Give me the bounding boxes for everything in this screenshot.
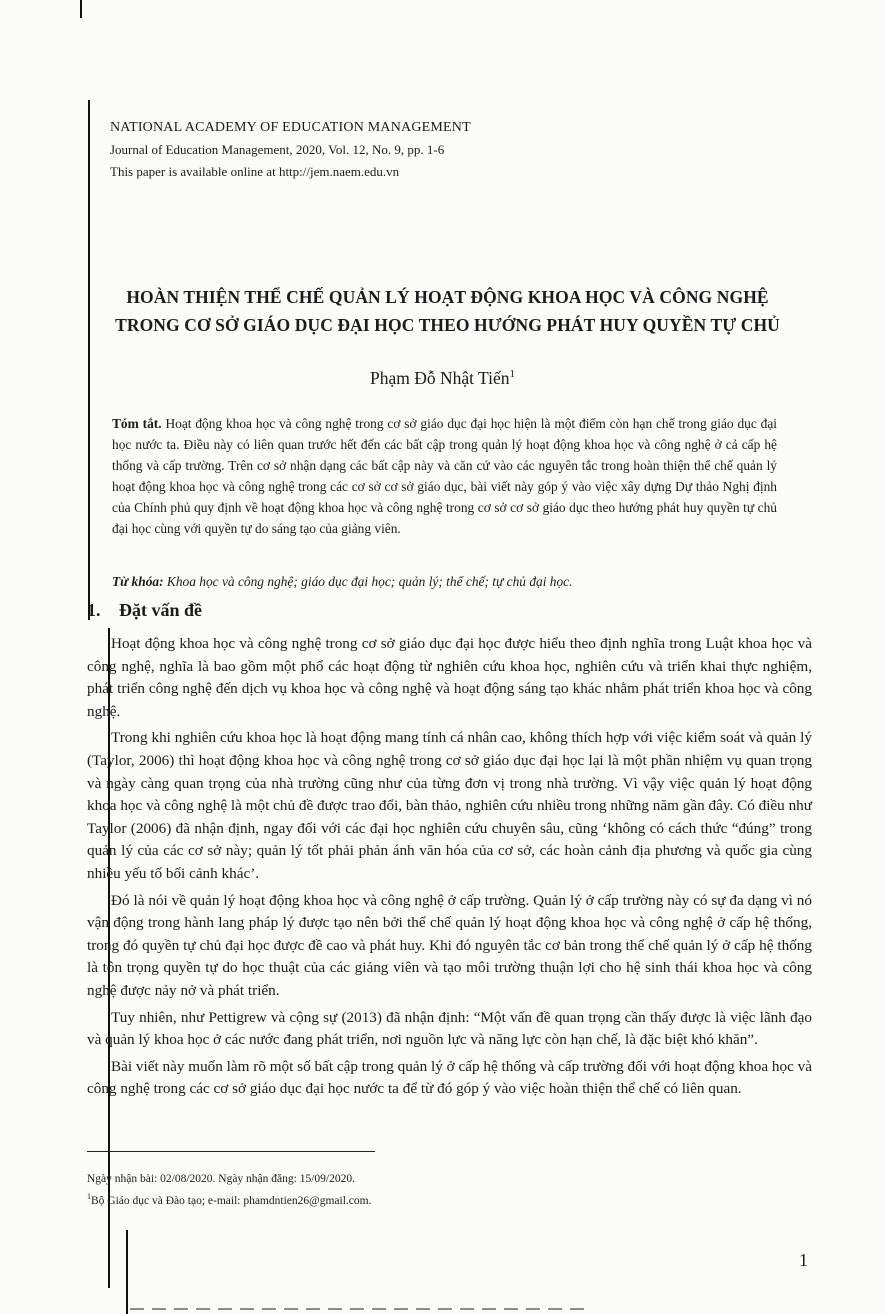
page-number: 1 — [799, 1250, 808, 1270]
paragraph: Hoạt động khoa học và công nghệ trong cơ sở giáo dục đại học được hiểu theo định nghĩa trong Luật khoa học và công nghệ, nghĩa là bao gồm một phổ các hoạt động từ nghiên cứu khoa học, nghiên cứu và triển khai thực nghiệm, phát triển công nghệ đến dịch vụ khoa học và công nghệ và hoạt động sáng tạo khác nhằm phát triển khoa học và công nghệ. — [87, 635, 812, 720]
scan-bottom-strip — [130, 1308, 590, 1310]
scan-edge-line — [88, 100, 90, 620]
title-line-1: HOÀN THIỆN THỂ CHẾ QUẢN LÝ HOẠT ĐỘNG KHOA HỌC VÀ CÔNG NGHỆ — [126, 287, 769, 307]
abstract-label: Tóm tắt. — [112, 416, 162, 431]
scan-edge-line — [80, 0, 82, 18]
journal-header — [110, 117, 471, 183]
body-text — [87, 633, 812, 1105]
online-availability: This paper is available online at http://jem.naem.edu.vn — [110, 164, 400, 179]
author — [0, 368, 885, 389]
scan-edge-line — [126, 1230, 128, 1314]
abstract — [112, 413, 777, 539]
journal-citation: Journal of Education Management, 2020, Vol. 12, No. 9, pp. 1-6 — [110, 142, 445, 157]
paragraph: Tuy nhiên, như Pettigrew và cộng sự (2013) đã nhận định: “Một vấn đề quan trọng cần thấy được là việc lãnh đạo và quản lý khoa học ở các nước đang phát triển, nơi nguồn lực và năng lực còn hạn chế, là đặc biệt khó khăn”. — [87, 1008, 812, 1049]
keywords — [112, 574, 777, 590]
paragraph: Bài viết này muốn làm rõ một số bất cập trong quản lý ở cấp hệ thống và cấp trường đối với hoạt động khoa học và công nghệ trong các cơ sở giáo dục đại học nước ta để từ đó góp ý vào việc hoàn thiện thể chế có liên quan. — [87, 1057, 812, 1098]
footnote-affiliation: Bộ Giáo dục và Đào tạo; e-mail: phamdntien26@gmail.com. — [91, 1194, 372, 1207]
footnote-rule — [87, 1151, 375, 1152]
keywords-text: Khoa học và công nghệ; giáo dục đại học; quản lý; thể chế; tự chủ đại học. — [166, 574, 573, 589]
section-title: Đặt vấn đề — [119, 600, 203, 620]
footnote-dates: Ngày nhận bài: 02/08/2020. Ngày nhận đăng: 15/09/2020. — [87, 1173, 355, 1185]
abstract-text: Hoạt động khoa học và công nghệ trong cơ sở giáo dục đại học hiện là một điểm còn hạn chế trong giáo dục đại học nước ta. Điều này có liên quan trước hết đến các bất cập trong quản lý hoạt động khoa học và công nghệ ở cả cấp hệ thống và cấp trường. Trên cơ sở nhận dạng các bất cập này và căn cứ vào các nguyên tắc trong hoàn thiện thể chế quản lý hoạt động khoa học và công nghệ trong các cơ sở cơ sở giáo dục, bài viết này góp ý vào việc xây dựng Dự thảo Nghị định của Chính phủ quy định về hoạt động khoa học và công nghệ trong cơ sở cơ sở giáo dục theo hướng phát huy quyền tự chủ đại học cùng với quyền tự do sáng tạo của giảng viên. — [112, 416, 777, 536]
section-heading — [87, 600, 202, 621]
author-affiliation-mark: 1 — [509, 368, 516, 381]
paper-title — [95, 283, 800, 339]
footnote-mark: 1 — [87, 1192, 91, 1201]
footnotes — [87, 1170, 371, 1210]
title-line-2: TRONG CƠ SỞ GIÁO DỤC ĐẠI HỌC THEO HƯỚNG PHÁT HUY QUYỀN TỰ CHỦ — [115, 315, 780, 335]
keywords-label: Từ khóa: — [112, 574, 164, 589]
author-name: Phạm Đỗ Nhật Tiến — [369, 368, 510, 388]
footnote-affiliation-row — [87, 1188, 371, 1210]
paragraph: Trong khi nghiên cứu khoa học là hoạt động mang tính cá nhân cao, không thích hợp với việc kiểm soát và quản lý (Taylor, 2006) thì hoạt động khoa học và công nghệ trong cơ sở giáo dục đại học lại là một phần nhiệm vụ quan trọng và ngày càng quan trọng của nhà trường cũng như của từng đơn vị trong nhà trường. Vì vậy việc quản lý hoạt động khoa học và công nghệ là một chủ đề được trao đổi, bàn thảo, nghiên cứu nhiều trong những năm gần đây. Có điều như Taylor (2006) đã nhận định, ngay đối với các đại học nghiên cứu chuyên sâu, cũng ‘không có cách thức “đúng” trong quản lý của các cơ sở này; quản lý tốt phải phản ánh văn hóa của cơ sở, các hoàn cảnh địa phương và quốc gia cùng nhiều yếu tố bối cảnh khác’. — [87, 729, 812, 882]
section-number: 1. — [87, 600, 101, 620]
paragraph: Đó là nói về quản lý hoạt động khoa học và công nghệ ở cấp trường. Quản lý ở cấp trường này có sự đa dạng vì nó vận động trong hành lang pháp lý được tạo nên bởi thể chế quản lý hoạt động khoa học và công nghệ ở cấp hệ thống, trong đó quyền tự chủ đại học được đề cao và phát huy. Khi đó nguyên tắc cơ bản trong thể chế quản lý ở cấp hệ thống là tôn trọng quyền tự do học thuật của các giảng viên và tạo môi trường thuận lợi cho hệ sinh thái khoa học và công nghệ được nảy nở và phát triển. — [87, 891, 812, 999]
academy-name: NATIONAL ACADEMY OF EDUCATION MANAGEMENT — [110, 120, 471, 135]
